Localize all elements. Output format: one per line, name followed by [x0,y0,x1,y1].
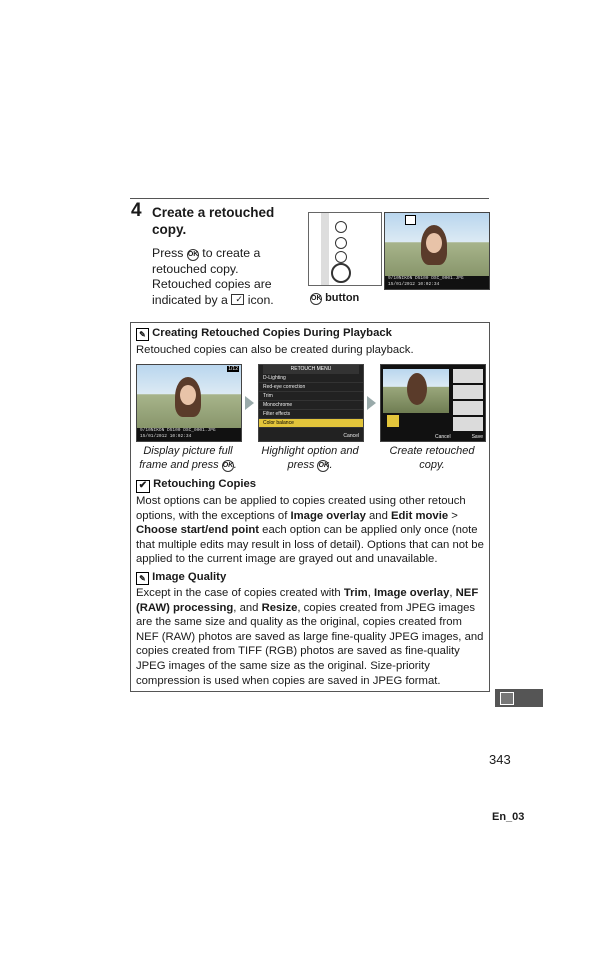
caption-display: Display picture full frame and press OK. [139,445,237,471]
ok-glyph-1: OK [222,460,234,472]
iq-text-1: Except in the case of copies created with [136,587,341,599]
rc-text-1: Most options can be applied to copies created using other retouch options, with the exceptions of [136,495,466,522]
retouching-copies-heading-text: Retouching Copies [153,478,257,490]
rc-bold-2: Edit movie [391,509,449,522]
image-quality-heading [136,571,226,585]
step-body [152,246,297,308]
menu-item-d-lighting[interactable]: D-Lighting [259,374,363,383]
iq-bold-3: NEF (RAW) processing [136,587,479,614]
caption-create: Create retouched copy. [389,445,475,471]
menu-tab-icon [500,692,514,705]
image-quality-heading-text: Image Quality [152,571,227,583]
caption-display-text: Display picture full frame and press [139,445,233,471]
menu-item-color-balance[interactable]: Color balance [259,419,363,428]
cancel-label[interactable]: Cancel [435,434,451,440]
ok-button-caption [310,292,359,305]
playback-info-bar: 9/10NIKON D5100 DSC_0001.JPG 15/01/2012 10:02:34 [137,428,241,441]
arrow-icon-2 [367,396,376,410]
iq-sep-1: , [367,587,371,599]
ok-button-highlight [331,263,351,283]
menu-cancel[interactable]: Cancel [343,433,359,439]
retouch-menu-screen [258,364,364,442]
menu-item-filter-effects[interactable]: Filter effects [259,410,363,419]
step-body-pre: Press [152,246,184,260]
page-number: 343 [489,752,511,767]
iq-bold-2: Image overlay [374,587,450,599]
menu-item-red-eye[interactable]: Red-eye correction [259,383,363,392]
ok-button-icon: OK [187,249,199,261]
iq-sep-2: , [449,587,453,599]
camera-buttons-illustration [308,212,382,286]
rc-text-4: each option can be applied only once (note that multiple edits may result in loss of detail). Options that can not be applied to the current image are grayed out and unavailable. [136,524,484,566]
iq-text-3: , copies created from JPEG images are the same size and quality as the original, copies created from NEF (RAW) photos are saved as large fine-quality JPEG images, and copies created from TIFF (RGB) photos are saved as fine-quality JPEG images of the same size as the original. Size-priority compression is used when copies are saved in JPEG format. [136,601,484,687]
section-rule [130,198,489,199]
pencil-icon: ✎ [136,328,149,341]
iq-bold-4: Resize [261,601,298,614]
frame-counter: 1/12 [228,366,238,372]
step-title: Create a retouched copy. [152,205,275,237]
arrow-icon [245,396,254,410]
retouching-copies-heading [136,478,256,493]
retouching-copies-text [136,494,486,567]
pencil-icon-2: ✎ [136,572,149,585]
save-label[interactable]: Save [471,434,483,440]
chapter-tab [495,689,543,707]
color-balance-screen [380,364,486,442]
ok-glyph-2: OK [317,460,329,472]
image-info-bar: 9/10NIKON D5100 DSC_0001.JPG 15/01/2012 10:02:34 [385,276,489,289]
rc-bold-1: Image overlay [290,509,366,522]
menu-item-monochrome[interactable]: Monochrome [259,401,363,410]
playback-note-heading [136,327,392,341]
playback-screen [136,364,242,442]
caption-highlight-text: Highlight option and press [261,445,359,471]
step-number: 4 [131,200,142,221]
iq-bold-1: Trim [343,587,368,599]
button-caption-text: button [325,292,360,304]
color-balance-cursor[interactable] [387,415,399,427]
retouch-icon: ✓ [231,294,244,305]
image-quality-text [136,586,486,688]
document-code: En_03 [492,811,525,823]
checkmark-icon: ✔ [136,480,150,493]
playback-note-text: Retouched copies can also be created during playback. [136,344,414,356]
rc-bold-3: Choose start/end point [136,524,260,537]
step-body-post: icon. [247,292,274,307]
menu-item-trim[interactable]: Trim [259,392,363,401]
ok-glyph: OK [310,293,322,305]
playback-note-heading-text: Creating Retouched Copies During Playback [152,327,392,339]
retouch-indicator-icon [405,215,416,225]
retouched-copy-screen [384,212,490,290]
rc-text-3: > [451,509,458,522]
iq-text-2: , and [233,601,259,614]
step-body-mid: to create a retouched copy. Retouched copies are indicated by a [152,246,272,307]
caption-highlight: Highlight option and press OK. [261,445,359,471]
menu-title: RETOUCH MENU [263,365,359,374]
rc-text-2: and [369,509,388,522]
